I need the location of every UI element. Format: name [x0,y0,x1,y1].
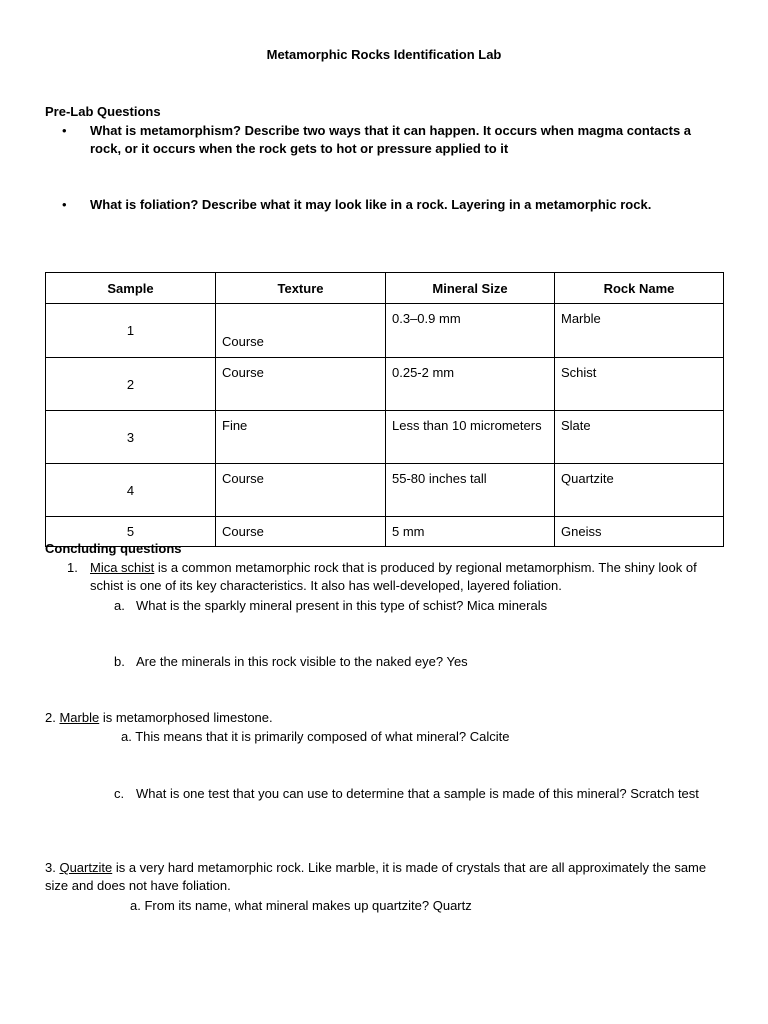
table-row [46,358,724,411]
rock-identification-table [45,272,724,547]
header-sample: Sample [46,273,216,304]
prelab-question-2-text: What is foliation? Describe what it may look like in a rock. Layering in a metamorphic rock. [90,197,652,212]
cell-sample: 5 [46,517,216,547]
concluding-heading: Concluding questions [45,541,182,556]
table-row [46,411,724,464]
header-texture: Texture [216,273,386,304]
bullet-icon: • [62,197,67,212]
concluding-q1 [90,559,724,595]
q2-c-text: What is one test that you can use to determine that a sample is made of this mineral? Scratch test [136,786,699,801]
cell-rock-name: Gneiss [555,517,724,547]
term-marble: Marble [59,710,100,725]
concluding-q2 [45,709,724,727]
q1-b-label: b. [114,654,125,669]
cell-mineral-size: 0.3–0.9 mm [386,304,555,358]
cell-sample: 2 [46,358,216,411]
concluding-q1-text: is a common metamorphic rock that is produced by regional metamorphism. The shiny look of schist is one of its key characteristics. It also has well-developed, layered foliation. [90,560,697,593]
cell-rock-name: Quartzite [555,464,724,517]
cell-sample: 3 [46,411,216,464]
q3-a-text: a. From its name, what mineral makes up quartzite? Quartz [130,898,472,913]
cell-mineral-size: 0.25-2 mm [386,358,555,411]
cell-texture: Course [216,517,386,547]
table-row [46,304,724,358]
document-title: Metamorphic Rocks Identification Lab [266,47,502,62]
header-mineral-size: Mineral Size [386,273,555,304]
cell-sample: 1 [46,304,216,358]
concluding-q2-text: is metamorphosed limestone. [99,710,273,725]
concluding-q3-text: is a very hard metamorphic rock. Like marble, it is made of crystals that are all approximately the same size and does not have foliation. [45,860,707,893]
cell-texture: Course [216,464,386,517]
header-rock-name: Rock Name [555,273,724,304]
term-mica-schist: Mica schist [90,560,155,575]
concluding-q1-number: 1. [67,560,78,575]
cell-rock-name: Schist [555,358,724,411]
q2-c-label: c. [114,786,125,801]
concluding-q3 [45,859,724,895]
q1-a-label: a. [114,598,125,613]
cell-rock-name: Marble [555,304,724,358]
cell-sample: 4 [46,464,216,517]
cell-texture: Course [216,304,386,358]
prelab-heading: Pre-Lab Questions [45,104,161,119]
table-header-row [46,273,724,304]
bullet-icon: • [62,123,67,138]
q1-a-text: What is the sparkly mineral present in this type of schist? Mica minerals [136,598,548,613]
concluding-q3-number: 3. [45,860,60,875]
cell-mineral-size: Less than 10 micrometers [386,411,555,464]
prelab-question-1-text: What is metamorphism? Describe two ways that it can happen. It occurs when magma contacts a rock, or it occurs when the rock gets to hot or pressure applied to it [90,123,692,156]
cell-texture: Course [216,358,386,411]
concluding-q2-number: 2. [45,710,60,725]
cell-texture: Fine [216,411,386,464]
cell-mineral-size: 55-80 inches tall [386,464,555,517]
q1-b-text: Are the minerals in this rock visible to the naked eye? Yes [136,654,468,669]
cell-mineral-size: 5 mm [386,517,555,547]
term-quartzite: Quartzite [59,860,113,875]
q2-a-text: a. This means that it is primarily composed of what mineral? Calcite [121,729,510,744]
table-row [46,464,724,517]
cell-rock-name: Slate [555,411,724,464]
